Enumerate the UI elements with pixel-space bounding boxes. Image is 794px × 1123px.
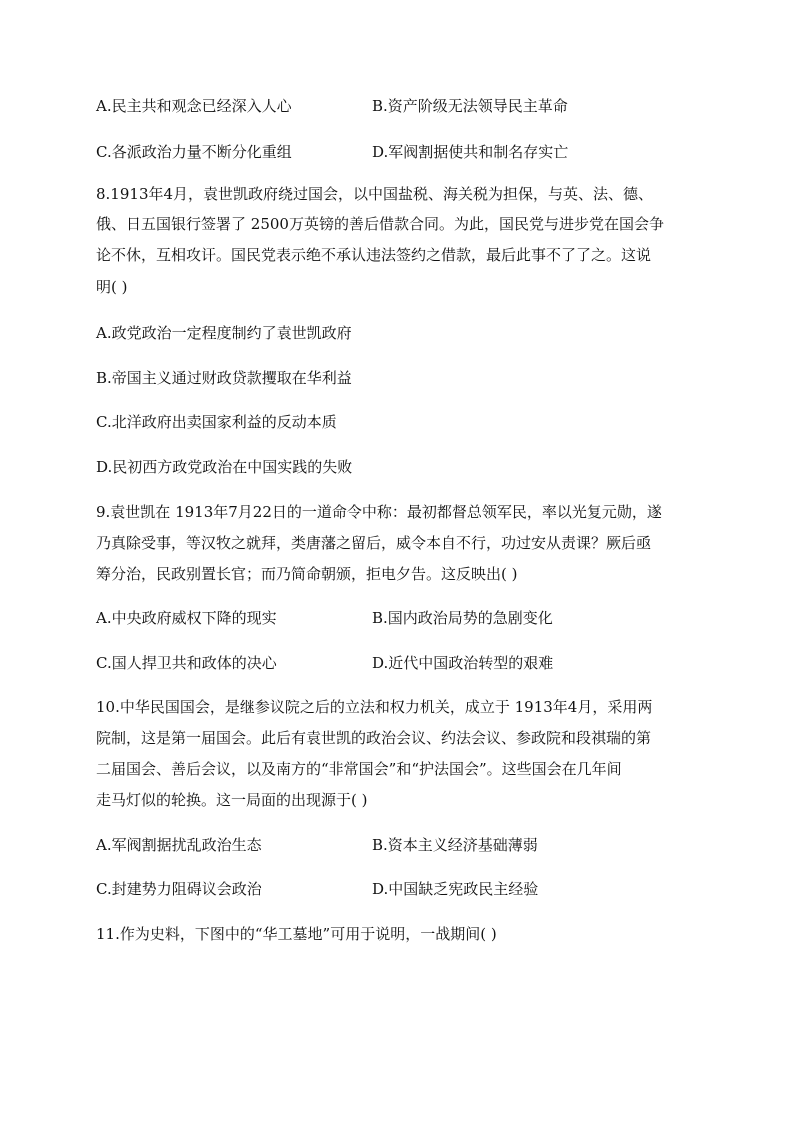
q10-stem-line-1: 10.中华民国国会，是继参议院之后的立法和权力机关，成立于 1913年4月，采用两 [96,698,653,716]
q7-option-c: C.各派政治力量不断分化重组 [96,143,292,161]
q9-option-c: C.国人捍卫共和政体的决心 [96,654,277,672]
q10-stem-line-4: 走马灯似的轮换。这一局面的出现源于( ) [96,791,368,809]
q10-stem-line-2: 院制，这是第一届国会。此后有袁世凯的政治会议、约法会议、参政院和段祺瑞的第 [96,729,652,747]
q9-stem-line-3: 筹分治，民政别置长官；而乃简命朝颁，拒电夕告。这反映出( ) [96,565,518,583]
q9-stem-line-2: 乃真除受事，等汉牧之就拜，类唐藩之留后，威令本自不行，功过安从责课？厥后亟 [96,534,652,552]
q8-stem-line-2: 俄、日五国银行签署了 2500万英镑的善后借款合同。为此，国民党与进步党在国会争 [96,215,664,233]
q7-option-b: B.资产阶级无法领导民主革命 [372,97,568,115]
q10-option-c: C.封建势力阻碍议会政治 [96,880,262,898]
q8-stem-line-3: 论不休，互相攻讦。国民党表示绝不承认违法签约之借款，最后此事不了了之。这说 [96,246,652,264]
q8-option-a: A.政党政治一定程度制约了袁世凯政府 [96,324,352,342]
q10-option-a: A.军阀割据扰乱政治生态 [96,836,262,854]
q9-stem-line-1: 9.袁世凯在 1913年7月22日的一道命令中称：最初都督总领军民，率以光复元勋，遂 [96,503,662,521]
q9-option-a: A.中央政府威权下降的现实 [96,609,277,627]
q8-option-b: B.帝国主义通过财政贷款攫取在华利益 [96,369,352,387]
q8-stem-line-1: 8.1913年4月，袁世凯政府绕过国会，以中国盐税、海关税为担保，与英、法、德、 [96,185,654,203]
q8-stem-line-4: 明( ) [96,278,128,296]
q8-option-c: C.北洋政府出卖国家利益的反动本质 [96,413,337,431]
q7-option-a: A.民主共和观念已经深入人心 [96,97,292,115]
q9-option-b: B.国内政治局势的急剧变化 [372,609,553,627]
q10-stem-line-3: 二届国会、善后会议，以及南方的“非常国会”和“护法国会”。这些国会在几年间 [96,760,622,778]
q11-stem-line-1: 11.作为史料，下图中的“华工墓地”可用于说明，一战期间( ) [96,925,497,943]
q9-option-d: D.近代中国政治转型的艰难 [372,654,554,672]
q10-option-b: B.资本主义经济基础薄弱 [372,836,538,854]
q10-option-d: D.中国缺乏宪政民主经验 [372,880,539,898]
q8-option-d: D.民初西方政党政治在中国实践的失败 [96,458,353,476]
q7-option-d: D.军阀割据使共和制名存实亡 [372,143,569,161]
